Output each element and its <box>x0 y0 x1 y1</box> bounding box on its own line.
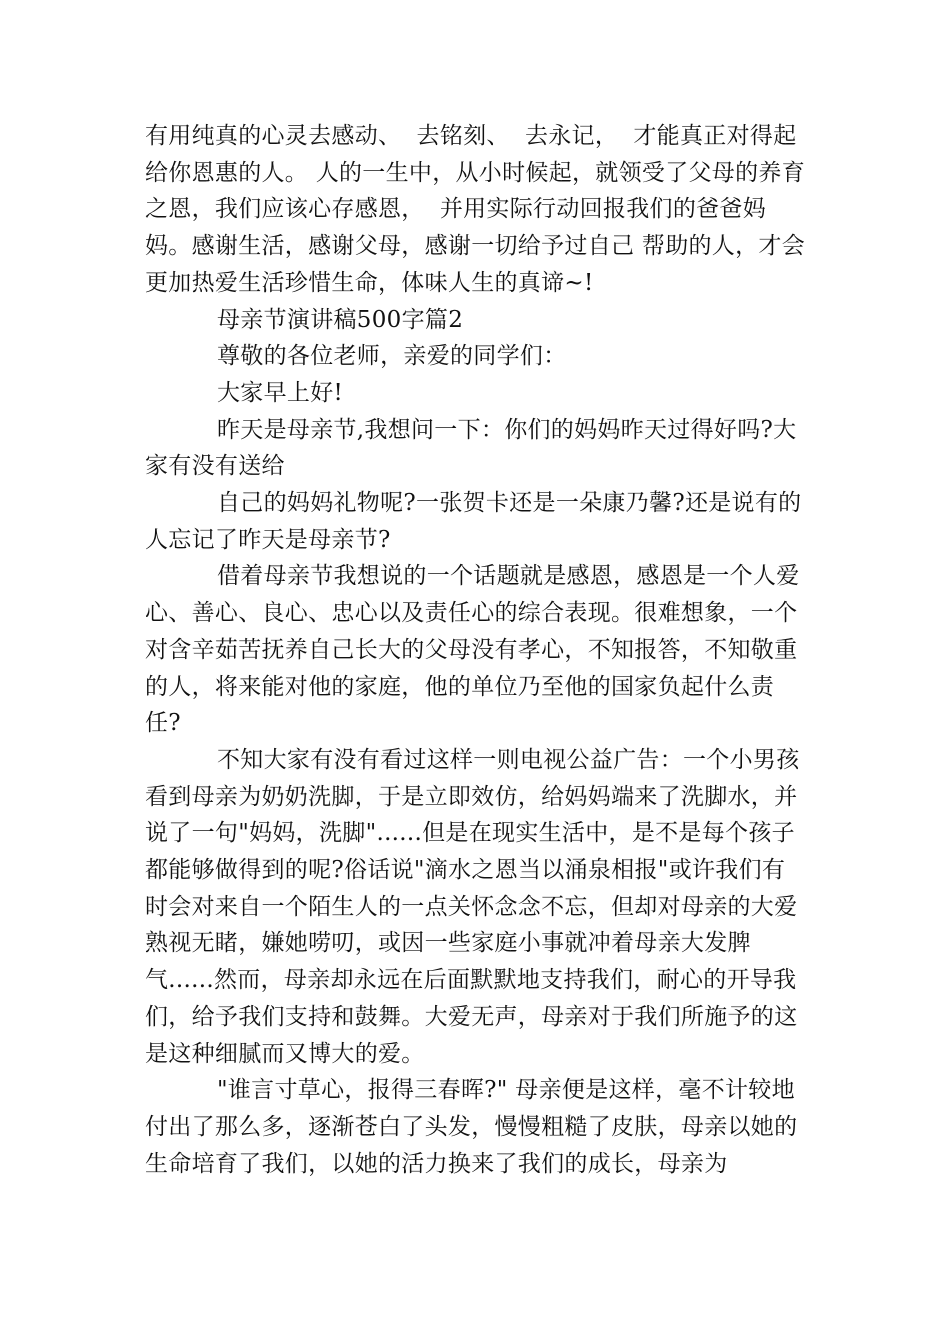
paragraph-3: 自己的妈妈礼物呢?一张贺卡还是一朵康乃馨?还是说有的人忘记了昨天是母亲节? <box>145 490 802 553</box>
paragraph-1: 有用纯真的心灵去感动、 去铭刻、 去永记， 才能真正对得起给你恩惠的人。 人的一生中，从小时候起，就领受了父母的养育之恩，我们应该心存感恩， 并用实际行动回报我们的爸爸妈妈。感谢生活，感谢父母，感谢一切给予过自己 帮助的人，才会更加热爱生活珍惜生命，体味人生的真谛~! <box>145 123 806 296</box>
paragraph-6: "谁言寸草心，报得三春晖?" 母亲便是这样，毫不计较地付出了那么多，逐渐苍白了头发，慢慢粗糙了皮肤，母亲以她的生命培育了我们，以她的活力换来了我们的成长，母亲为 <box>145 1077 798 1177</box>
paragraph-2: 昨天是母亲节,我想问一下：你们的妈妈昨天过得好吗?大家有没有送给 <box>145 416 797 480</box>
document-body <box>145 118 805 1182</box>
paragraph-5: 不知大家有没有看过这样一则电视公益广告：一个小男孩看到母亲为奶奶洗脚，于是立即效仿，给妈妈端来了洗脚水，并说了一句"妈妈，洗脚"......但是在现实生活中，是不是每个孩子都能够做得到的呢?俗话说"滴水之恩当以涌泉相报"或许我们有时会对来自一个陌生人的一点关怀念念不忘，但却对母亲的大爱熟视无睹，嫌她唠叨，或因一些家庭小事就冲着母亲大发脾气......然而，母亲却永远在后面默默地支持我们，耐心的开导我们，给予我们支持和鼓舞。大爱无声，母亲对于我们所施予的这是这种细腻而又博大的爱。 <box>145 746 800 1067</box>
salutation: 尊敬的各位老师，亲爱的同学们： <box>217 343 567 370</box>
paragraph-4: 借着母亲节我想说的一个话题就是感恩，感恩是一个人爱心、善心、良心、忠心以及责任心的综合表现。很难想象，一个对含辛茹苦抚养自己长大的父母没有孝心，不知报答，不知敬重的人，将来能对他的家庭，他的单位乃至他的国家负起什么责任? <box>145 563 800 737</box>
greeting: 大家早上好! <box>217 379 344 406</box>
section-heading: 母亲节演讲稿500字篇2 <box>217 306 464 333</box>
